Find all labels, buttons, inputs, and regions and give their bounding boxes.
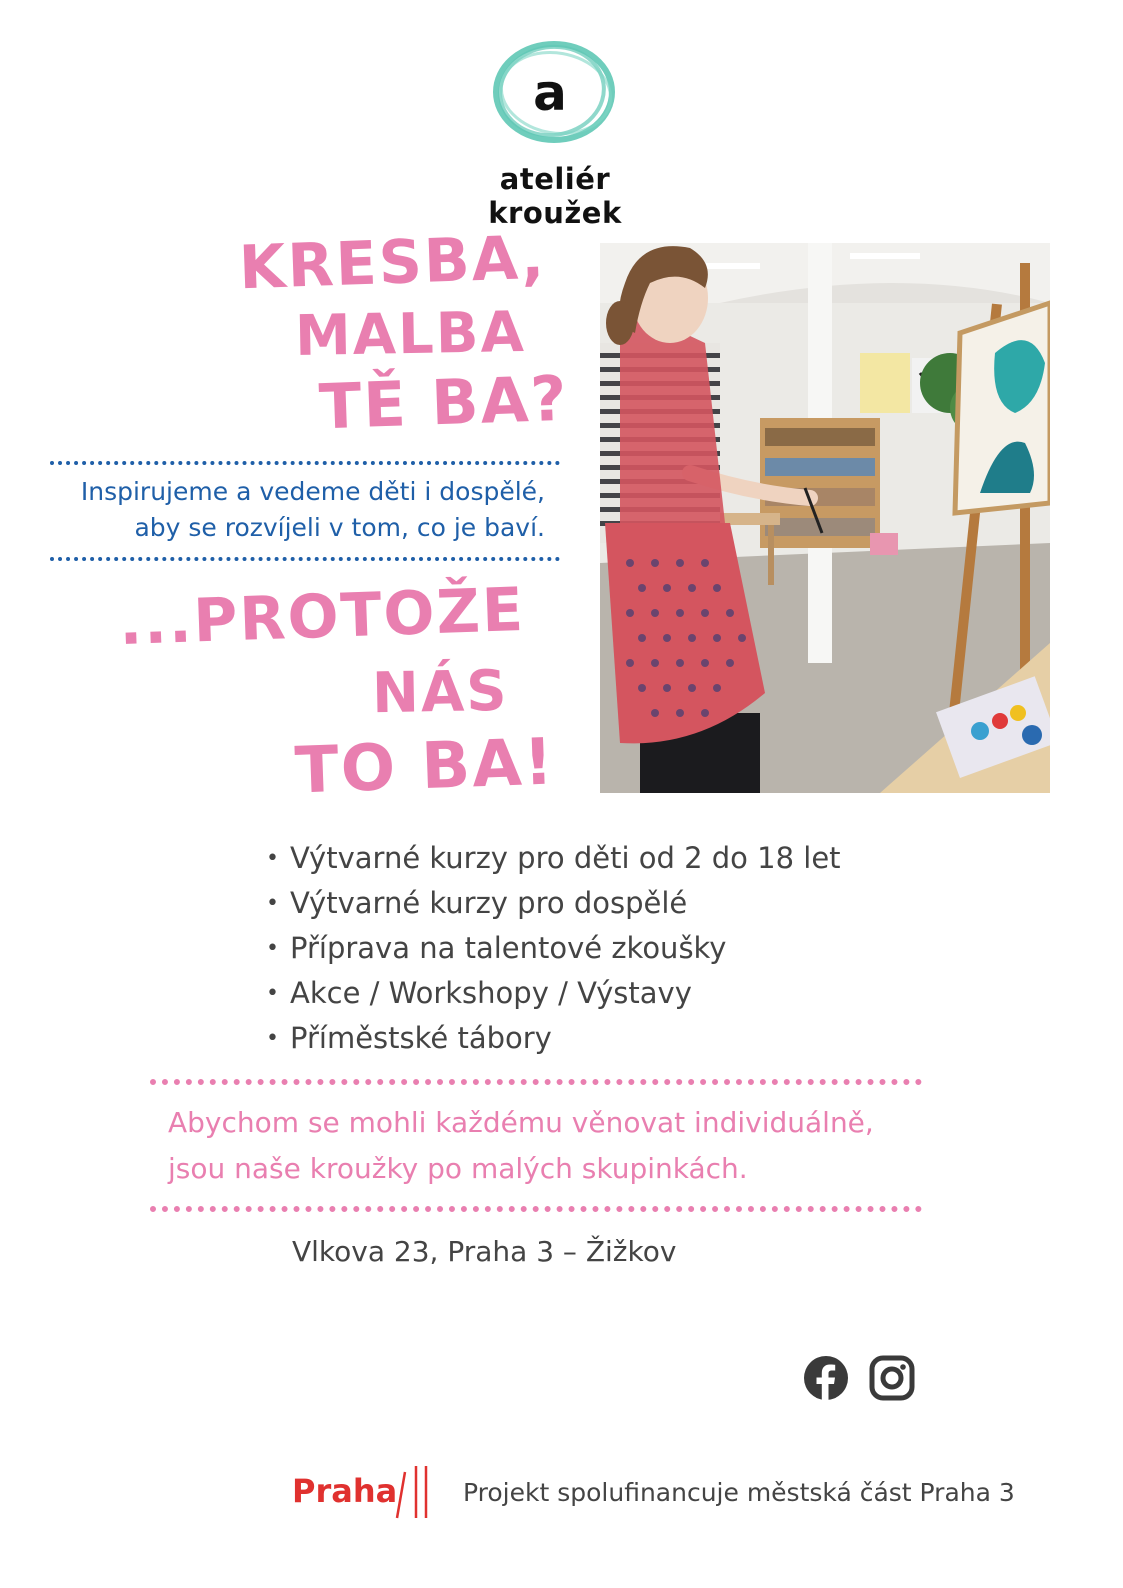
list-item bbox=[266, 926, 841, 971]
blue-dotted-divider-bottom bbox=[50, 557, 560, 561]
bullet: • bbox=[266, 936, 279, 961]
service-label: Akce / Workshopy / Výstavy bbox=[290, 976, 692, 1010]
facebook-icon[interactable] bbox=[803, 1355, 849, 1401]
service-label: Příprava na talentové zkoušky bbox=[290, 931, 727, 965]
pink-dotted-divider-bottom bbox=[150, 1206, 922, 1212]
logo-letter: a bbox=[533, 64, 567, 122]
logo-ring-icon bbox=[488, 36, 622, 148]
headline2-line-1: ...PROTOŽE bbox=[117, 574, 527, 660]
headline2-line-3: TO BA! bbox=[293, 725, 557, 809]
list-item bbox=[266, 836, 841, 881]
studio-photo bbox=[600, 243, 1050, 793]
inspire-line-1: Inspirujeme a vedeme děti i dospělé, bbox=[80, 477, 545, 506]
list-item bbox=[266, 971, 841, 1016]
inspire-text bbox=[25, 474, 545, 546]
list-item bbox=[266, 881, 841, 926]
praha-logo-text: Praha bbox=[292, 1472, 398, 1510]
logo bbox=[440, 36, 690, 230]
praha-logo-icon bbox=[393, 1462, 433, 1522]
individual-line-1: Abychom se mohli každému věnovat individuálně, bbox=[168, 1106, 874, 1139]
individual-note bbox=[168, 1100, 874, 1192]
service-label: Příměstské tábory bbox=[290, 1021, 552, 1055]
service-label: Výtvarné kurzy pro děti od 2 do 18 let bbox=[290, 841, 841, 875]
logo-name: ateliér kroužek bbox=[488, 162, 622, 230]
pink-dotted-divider-top bbox=[150, 1079, 922, 1085]
address: Vlkova 23, Praha 3 – Žižkov bbox=[292, 1235, 677, 1268]
bullet: • bbox=[266, 891, 279, 916]
instagram-icon[interactable] bbox=[869, 1355, 915, 1401]
headline-line-2: MALBA bbox=[294, 299, 527, 370]
individual-line-2: jsou naše kroužky po malých skupinkách. bbox=[168, 1152, 748, 1185]
headline-line-1: KRESBA, bbox=[237, 222, 548, 304]
headline2-line-2: NÁS bbox=[371, 658, 510, 727]
bullet: • bbox=[266, 1026, 279, 1051]
funding-note: Projekt spolufinancuje městská část Praha 3 bbox=[463, 1478, 1015, 1507]
list-item bbox=[266, 1016, 841, 1061]
inspire-line-2: aby se rozvíjeli v tom, co je baví. bbox=[134, 513, 545, 542]
bullet: • bbox=[266, 981, 279, 1006]
service-label: Výtvarné kurzy pro dospělé bbox=[290, 886, 688, 920]
blue-dotted-divider-top bbox=[50, 461, 560, 465]
services-list bbox=[266, 836, 841, 1061]
headline-line-3: TĚ BA? bbox=[317, 361, 570, 444]
bullet: • bbox=[266, 846, 279, 871]
